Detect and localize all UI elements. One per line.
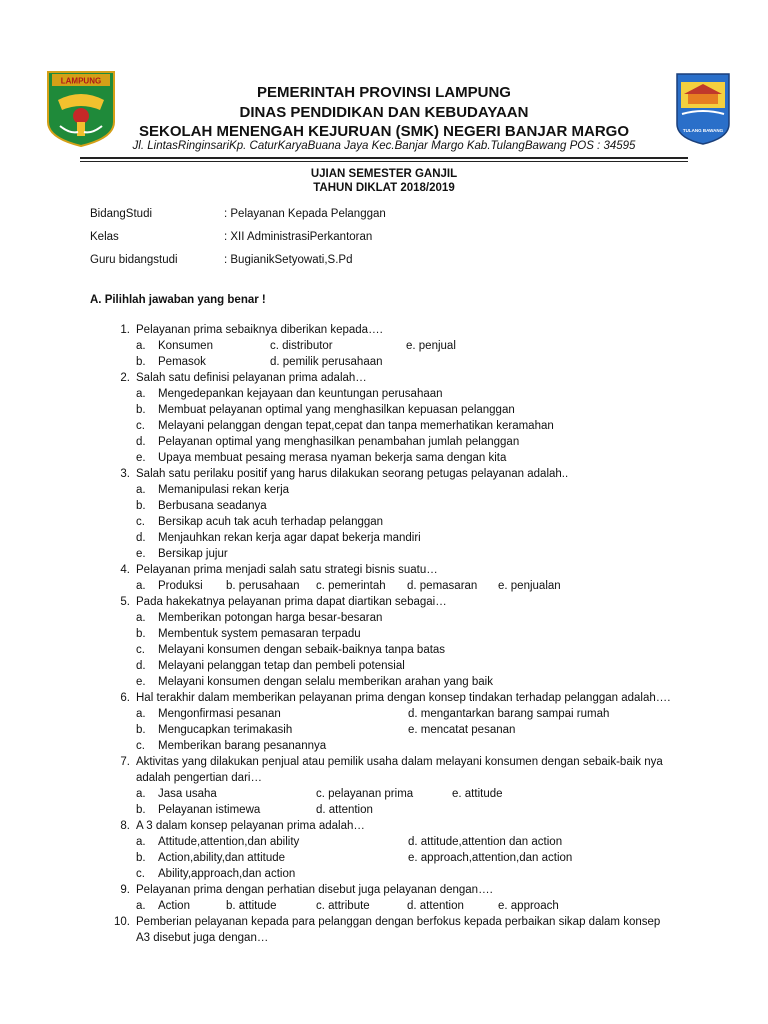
option-text: e. approach: [498, 900, 559, 912]
question: [120, 818, 676, 834]
option-text: Memberikan potongan harga besar-besaran: [158, 612, 383, 624]
info-teacher: [90, 254, 353, 266]
info-value: : BugianikSetyowati,S.Pd: [224, 254, 353, 266]
option-text: Mengonfirmasi pesanan: [158, 708, 281, 720]
option-text: e. penjualan: [498, 580, 561, 592]
option-letter: c.: [136, 644, 145, 656]
option-text: Konsumen: [158, 340, 213, 352]
option-text: d. attention: [407, 900, 464, 912]
question: [114, 914, 676, 946]
question-number: 3.: [120, 468, 130, 480]
answer-option: [136, 530, 768, 546]
info-class: [90, 231, 372, 243]
tulang-bawang-logo-text: TULANG BAWANG: [682, 128, 724, 133]
answer-option: [136, 642, 768, 658]
option-text: d. pemilik perusahaan: [270, 356, 383, 368]
question-number: 4.: [120, 564, 130, 576]
question: [120, 754, 676, 786]
option-text: Berbusana seadanya: [158, 500, 267, 512]
question-number: 6.: [120, 692, 130, 704]
info-key: Guru bidangstudi: [90, 254, 178, 266]
option-text: Bersikap jujur: [158, 548, 228, 560]
header-divider-thin: [80, 161, 688, 162]
option-text: Melayani pelanggan dengan tepat,cepat dan tanpa memerhatikan keramahan: [158, 420, 554, 432]
answer-option: [136, 658, 768, 674]
option-text: a.: [136, 900, 146, 912]
lampung-logo-text: LAMPUNG: [60, 76, 102, 86]
question-number: 2.: [120, 372, 130, 384]
answer-option-row: [136, 578, 768, 594]
answer-option: [136, 402, 768, 418]
option-text: a.: [136, 788, 146, 800]
question-text: Pelayanan prima menjadi salah satu strategi bisnis suatu…: [136, 564, 438, 576]
option-text: b.: [136, 724, 146, 736]
option-letter: a.: [136, 612, 146, 624]
option-letter: c.: [136, 420, 145, 432]
answer-option-row: [136, 866, 768, 882]
option-text: Action: [158, 900, 190, 912]
question-text: A 3 dalam konsep pelayanan prima adalah…: [136, 820, 365, 832]
answer-option: [136, 450, 768, 466]
option-letter: a.: [136, 388, 146, 400]
option-letter: d.: [136, 436, 146, 448]
section-heading: A. Pilihlah jawaban yang benar !: [90, 294, 266, 306]
option-text: Membentuk system pemasaran terpadu: [158, 628, 361, 640]
question: [120, 882, 676, 898]
option-letter: e.: [136, 548, 146, 560]
answer-option-row: [136, 834, 768, 850]
option-letter: d.: [136, 660, 146, 672]
answer-option-row: [136, 706, 768, 722]
option-letter: b.: [136, 500, 146, 512]
option-text: Pelayanan istimewa: [158, 804, 261, 816]
header-province: PEMERINTAH PROVINSI LAMPUNG: [257, 84, 511, 101]
option-text: Pemasok: [158, 356, 206, 368]
option-letter: e.: [136, 676, 146, 688]
option-text: b.: [136, 852, 146, 864]
option-text: a.: [136, 580, 146, 592]
question-text: Salah satu definisi pelayanan prima adalah…: [136, 372, 367, 384]
option-text: Ability,approach,dan action: [158, 868, 296, 880]
header-address: Jl. LintasRinginsariKp. CaturKaryaBuana Jaya Kec.Banjar Margo Kab.TulangBawang POS : 34595: [132, 140, 636, 152]
info-key: Kelas: [90, 231, 119, 243]
option-text: Memanipulasi rekan kerja: [158, 484, 290, 496]
question-text: Salah satu perilaku positif yang harus dilakukan seorang petugas pelayanan adalah..: [136, 468, 569, 480]
answer-option: [136, 482, 768, 498]
option-text: e. attitude: [452, 788, 503, 800]
answer-option: [136, 674, 768, 690]
option-text: a.: [136, 836, 146, 848]
option-text: c. pemerintah: [316, 580, 386, 592]
question-text: Aktivitas yang dilakukan penjual atau pemilik usaha dalam melayani konsumen dengan sebaik-baik nya adalah pengertian dari…: [136, 756, 663, 784]
option-text: Membuat pelayanan optimal yang menghasilkan kepuasan pelanggan: [158, 404, 515, 416]
question: [120, 690, 676, 706]
option-text: Memberikan barang pesanannya: [158, 740, 327, 752]
question-text: Pelayanan prima dengan perhatian disebut juga pelayanan dengan….: [136, 884, 493, 896]
answer-option-row: [136, 786, 768, 802]
answer-option: [136, 418, 768, 434]
option-text: e. mencatat pesanan: [408, 724, 516, 736]
answer-option-row: [136, 738, 768, 754]
answer-option: [136, 546, 768, 562]
option-text: c. pelayanan prima: [316, 788, 414, 800]
option-text: Action,ability,dan attitude: [158, 852, 286, 864]
option-text: a.: [136, 708, 146, 720]
question: [120, 466, 676, 482]
option-text: e. approach,attention,dan action: [408, 852, 573, 864]
option-letter: a.: [136, 484, 146, 496]
answer-option: [136, 386, 768, 402]
exam-title: UJIAN SEMESTER GANJIL: [310, 168, 458, 180]
question: [120, 322, 676, 338]
option-letter: c.: [136, 516, 145, 528]
answer-option-row: [136, 354, 768, 370]
question-number: 10.: [114, 916, 130, 928]
option-text: Upaya membuat pesaing merasa nyaman bekerja sama dengan kita: [158, 452, 507, 464]
option-text: d. mengantarkan barang sampai rumah: [408, 708, 610, 720]
option-text: Melayani konsumen dengan sebaik-baiknya tanpa batas: [158, 644, 446, 656]
option-letter: d.: [136, 532, 146, 544]
option-text: d. attitude,attention dan action: [408, 836, 563, 848]
option-letter: b.: [136, 628, 146, 640]
answer-option: [136, 514, 768, 530]
option-text: Bersikap acuh tak acuh terhadap pelanggan: [158, 516, 384, 528]
header-department: DINAS PENDIDIKAN DAN KEBUDAYAAN: [239, 104, 529, 121]
option-text: b. perusahaan: [226, 580, 300, 592]
answer-option-row: [136, 722, 768, 738]
question-text: Hal terakhir dalam memberikan pelayanan prima dengan konsep tindakan terhadap pelanggan adalah….: [136, 692, 671, 704]
question: [120, 562, 676, 578]
question-number: 7.: [120, 756, 130, 768]
question-text: Pelayanan prima sebaiknya diberikan kepada….: [136, 324, 383, 336]
option-text: b.: [136, 804, 146, 816]
header-school: SEKOLAH MENENGAH KEJURUAN (SMK) NEGERI BANJAR MARGO: [138, 123, 630, 140]
answer-option: [136, 610, 768, 626]
option-text: Jasa usaha: [158, 788, 217, 800]
option-text: Melayani konsumen dengan selalu memberikan arahan yang baik: [158, 676, 493, 688]
info-key: BidangStudi: [90, 208, 153, 220]
option-text: b. attitude: [226, 900, 277, 912]
info-value: : XII AdministrasiPerkantoran: [224, 231, 373, 243]
question: [120, 594, 676, 610]
question: [120, 370, 676, 386]
answer-option: [136, 498, 768, 514]
option-text: Attitude,attention,dan ability: [158, 836, 300, 848]
question-number: 8.: [120, 820, 130, 832]
option-text: Pelayanan optimal yang menghasilkan penambahan jumlah pelanggan: [158, 436, 520, 448]
exam-year: TAHUN DIKLAT 2018/2019: [313, 182, 455, 194]
answer-option: [136, 434, 768, 450]
info-value: : Pelayanan Kepada Pelanggan: [224, 208, 386, 220]
option-text: Mengucapkan terimakasih: [158, 724, 293, 736]
question-number: 1.: [120, 324, 130, 336]
info-subject: [90, 208, 386, 220]
option-text: Mengedepankan kejayaan dan keuntungan perusahaan: [158, 388, 443, 400]
question-number: 5.: [120, 596, 130, 608]
question-text: Pada hakekatnya pelayanan prima dapat diartikan sebagai…: [136, 596, 447, 608]
question-number: 9.: [120, 884, 130, 896]
option-text: d. pemasaran: [407, 580, 478, 592]
answer-option-row: [136, 802, 768, 818]
option-letter: b.: [136, 404, 146, 416]
option-text: Produksi: [158, 580, 203, 592]
option-text: c.: [136, 740, 145, 752]
option-text: Melayani pelanggan tetap dan pembeli potensial: [158, 660, 405, 672]
question-list: [0, 322, 768, 946]
option-text: c. attribute: [316, 900, 370, 912]
option-text: c.: [136, 868, 145, 880]
option-text: b.: [136, 356, 146, 368]
option-text: Menjauhkan rekan kerja agar dapat bekerja mandiri: [158, 532, 421, 544]
option-text: d. attention: [316, 804, 373, 816]
answer-option-row: [136, 898, 768, 914]
answer-option: [136, 626, 768, 642]
option-text: c. distributor: [270, 340, 333, 352]
option-letter: e.: [136, 452, 146, 464]
option-text: a.: [136, 340, 146, 352]
header-divider-thick: [80, 157, 688, 159]
answer-option-row: [136, 338, 768, 354]
answer-option-row: [136, 850, 768, 866]
question-text: Pemberian pelayanan kepada para pelanggan dengan berfokus kepada perbaikan sikap dalam konsep A3 disebut juga dengan…: [136, 916, 661, 944]
option-text: e. penjual: [406, 340, 456, 352]
